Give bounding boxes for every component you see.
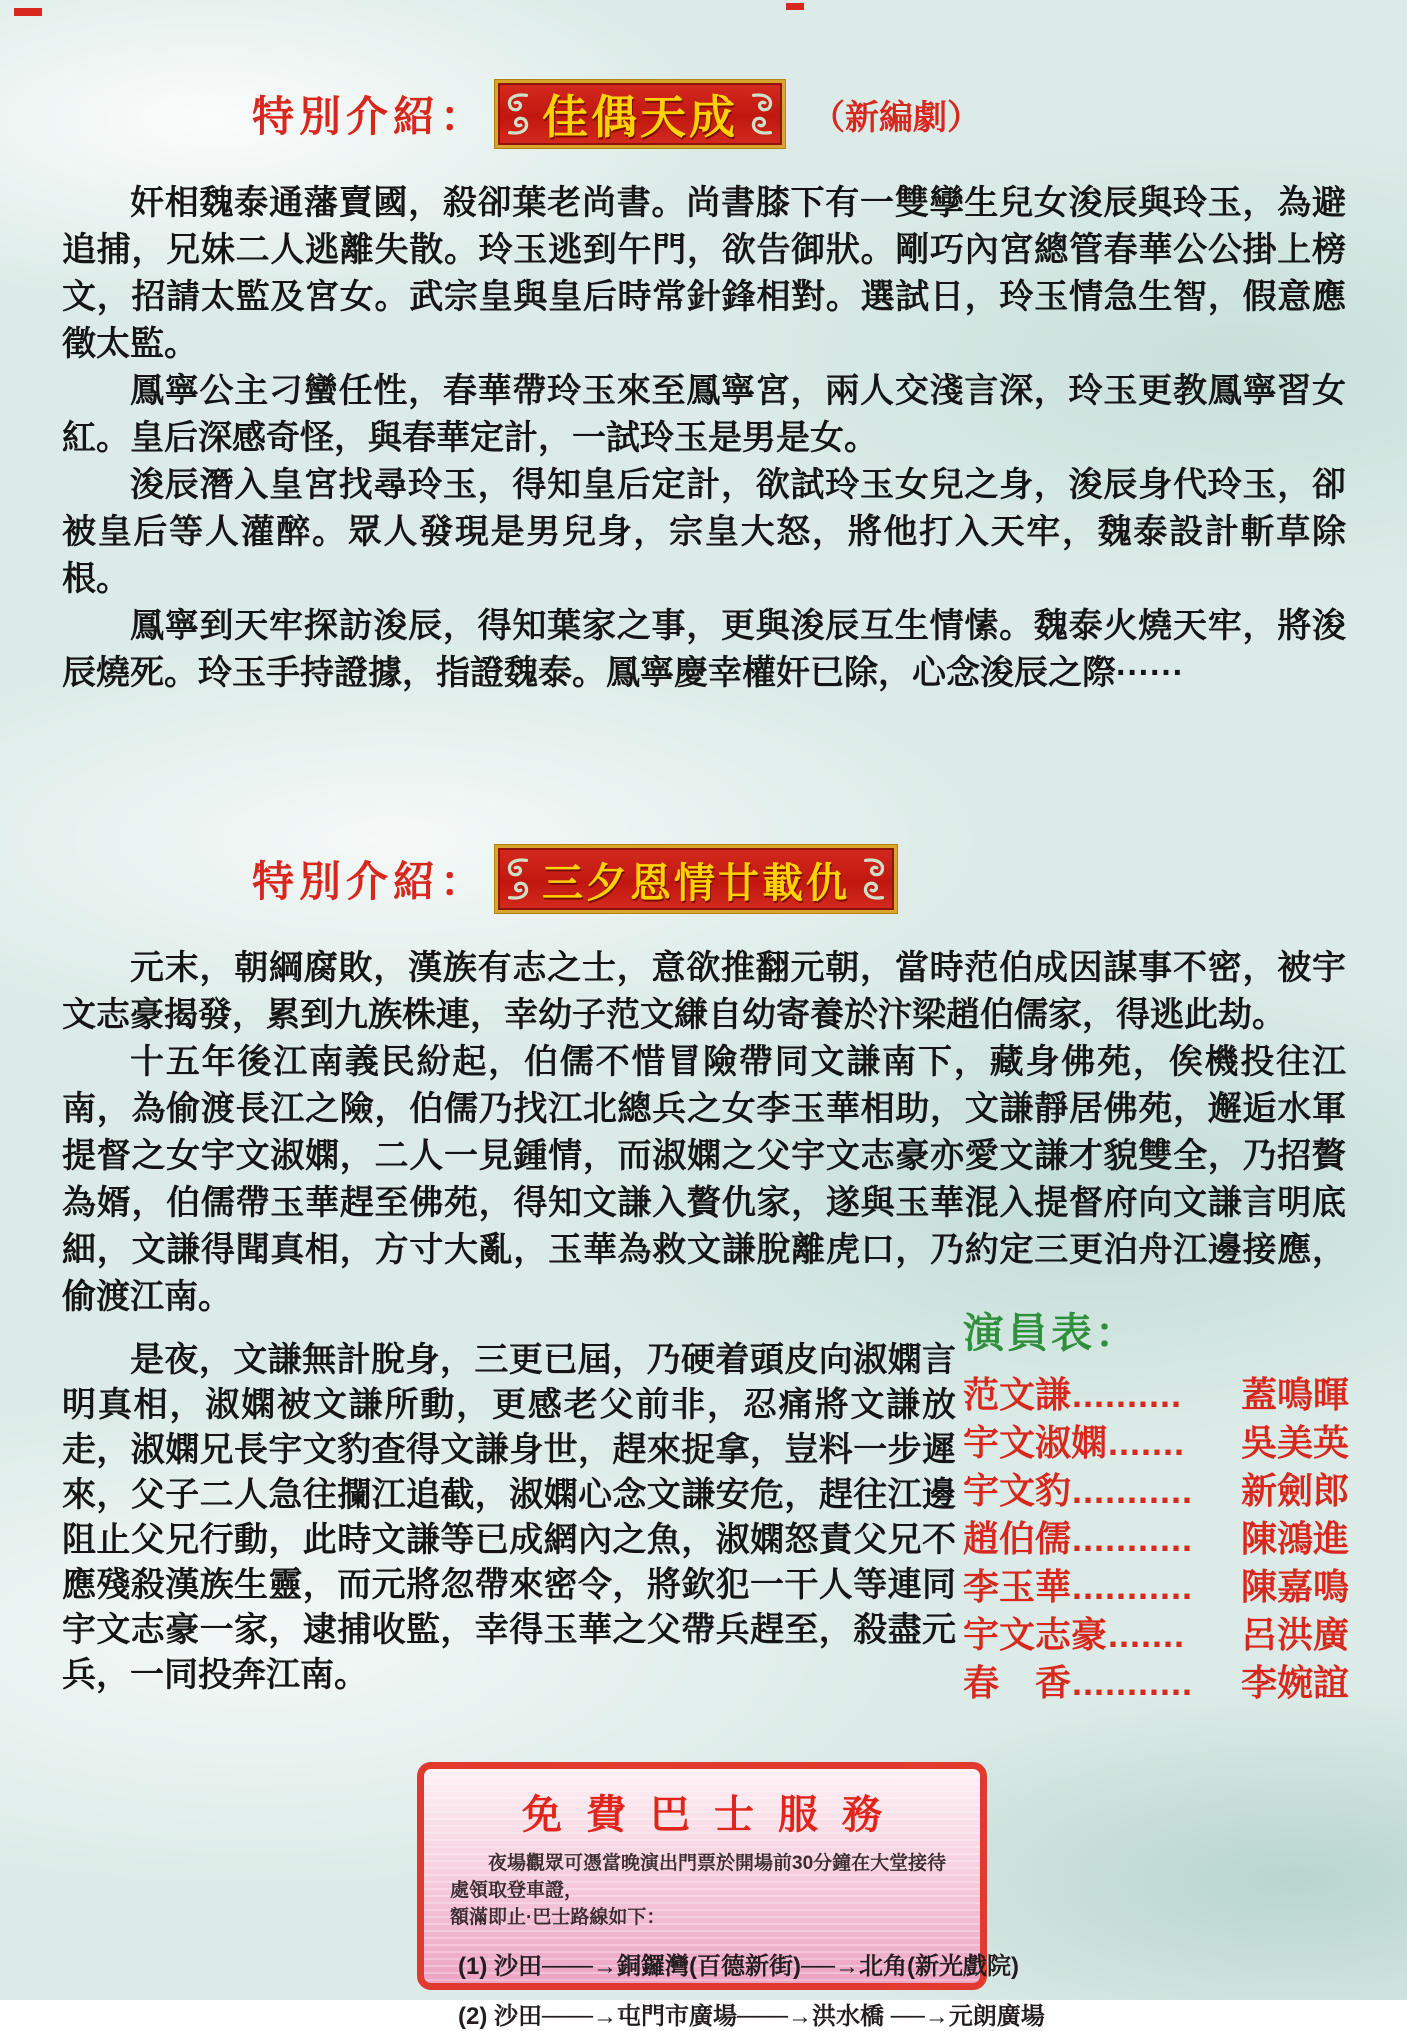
cast-list-title: 演員表： <box>963 1310 1139 1356</box>
cast-actor: 李婉誼 <box>1240 1662 1349 1703</box>
cast-actor: 蓋鳴暉 <box>1240 1374 1349 1415</box>
synopsis-paragraph: 十五年後江南義民紛起，伯儒不惜冒險帶同文謙南下，藏身佛苑，俟機投往江南，為偷渡長江之險，伯儒乃找江北總兵之女李玉華相助，文謙靜居佛苑，邂逅水軍提督之女宇文淑嫻，二人一見鍾情，而淑嫻之父宇文志豪亦愛文謙才貌雙全，乃招贅為婿，伯儒帶玉華趕至佛苑，得知文謙入贅仇家，遂與玉華混入提督府向文謙言明底細，文謙得聞真相，方寸大亂，玉華為救文謙脫離虎口，乃約定三更泊舟江邊接應，偷渡江南。 <box>62 1043 1346 1316</box>
cast-role: 宇文淑嫻 <box>963 1422 1108 1463</box>
cast-actor: 吳美英 <box>1240 1422 1349 1463</box>
synopsis-paragraph: 元末，朝綱腐敗，漢族有志之士，意欲推翻元朝，當時范伯成因謀事不密，被宇文志豪揭發，累到九族株連，幸幼子范文縑自幼寄養於汴梁趙伯儒家，得逃此劫。 <box>62 949 1346 1034</box>
banner-scroll-icon <box>504 89 532 139</box>
cast-actor: 新劍郎 <box>1240 1470 1349 1511</box>
synopsis-paragraph: 浚辰潛入皇宮找尋玲玉，得知皇后定計，欲試玲玉女兒之身，浚辰身代玲玉，卻被皇后等人灌醉。眾人發現是男兒身，宗皇大怒，將他打入天牢，魏泰設計斬草除根。 <box>62 466 1346 598</box>
section2-synopsis <box>62 945 1346 1321</box>
section1-intro-label: 特別介紹： <box>252 93 488 140</box>
cast-leader-dots: .......... <box>1072 1374 1183 1415</box>
cast-row <box>963 1611 1349 1659</box>
cast-leader-dots: ........... <box>1072 1566 1194 1607</box>
print-mark <box>14 8 42 16</box>
cast-row <box>963 1467 1349 1515</box>
synopsis-paragraph: 鳳寧到天牢探訪浚辰，得知葉家之事，更與浚辰互生情愫。魏泰火燒天牢，將浚辰燒死。玲玉手持證據，指證魏泰。鳳寧慶幸權奸已除，心念浚辰之際······ <box>62 607 1346 692</box>
banner-scroll-icon <box>504 854 532 904</box>
bus-service-note-line2: 額滿即止·巴士路線如下： <box>450 1907 666 1928</box>
cast-actor: 呂洪廣 <box>1240 1614 1349 1655</box>
free-bus-service-box <box>417 1762 1045 2030</box>
bus-service-note-line1: 夜場觀眾可憑當晚演出門票於開場前30分鐘在大堂接待處領取登車證， <box>450 1853 947 1901</box>
cast-role: 范文謙 <box>963 1374 1072 1415</box>
print-mark <box>786 3 804 10</box>
cast-role: 春 香 <box>963 1662 1072 1703</box>
cast-row <box>963 1515 1349 1563</box>
synopsis-paragraph: 奸相魏泰通藩賣國，殺卻葉老尚書。尚書膝下有一雙孿生兒女浚辰與玲玉，為避追捕，兄妹二人逃離失散。玲玉逃到午門，欲告御狀。剛巧內宮總管春華公公掛上榜文，招請太監及宮女。武宗皇與皇后時常針鋒相對。選試日，玲玉情急生智，假意應徵太監。 <box>62 184 1346 363</box>
section1-banner-title: 佳偶天成 <box>542 91 739 143</box>
cast-row <box>963 1419 1349 1467</box>
bus-route: (2) 沙田───→屯門市廣場───→洪水橋 ──→元朗廣場 <box>458 2003 1045 2030</box>
section2-banner-title: 三夕恩情廿載仇 <box>542 859 851 906</box>
cast-row <box>963 1563 1349 1611</box>
section1-title-suffix: （新編劇） <box>811 98 982 137</box>
cast-leader-dots: ....... <box>1108 1614 1186 1655</box>
cast-role: 宇文志豪 <box>963 1614 1108 1655</box>
bus-service-title: 免費巴士服務 <box>522 1793 906 1837</box>
synopsis-paragraph: 鳳寧公主刁蠻任性，春華帶玲玉來至鳳寧宮，兩人交淺言深，玲玉更教鳳寧習女紅。皇后深感奇怪，與春華定計，一試玲玉是男是女。 <box>62 372 1346 457</box>
bus-route: (1) 沙田───→銅鑼灣(百德新街)──→北角(新光戲院) <box>458 1953 1019 1980</box>
section2-title-row <box>252 845 897 913</box>
cast-actor: 陳鴻進 <box>1240 1518 1349 1559</box>
section2-title-banner <box>495 845 897 913</box>
cast-role: 趙伯儒 <box>963 1518 1072 1559</box>
cast-role: 宇文豹 <box>963 1470 1072 1511</box>
cast-leader-dots: ........... <box>1072 1518 1194 1559</box>
synopsis-paragraph: 是夜，文謙無計脫身，三更已屆，乃硬着頭皮向淑嫻言明真相，淑嫻被文謙所動，更感老父前非，忍痛將文謙放走，淑嫻兄長宇文豹查得文謙身世，趕來捉拿，豈料一步遲來，父子二人急往攔江追截，淑嫻心念文謙安危，趕往江邊阻止父兄行動，此時文謙等已成網內之魚，淑嫻怒責父兄不應殘殺漢族生靈，而元將忽帶來密令，將欽犯一干人等連同宇文志豪一家，逮捕收監，幸得玉華之父帶兵趕至，殺盡元兵，一同投奔江南。 <box>62 1341 956 1694</box>
cast-row <box>963 1371 1349 1419</box>
banner-scroll-icon <box>748 89 776 139</box>
cast-leader-dots: ........... <box>1072 1470 1194 1511</box>
section1-title-banner <box>495 80 785 148</box>
cast-leader-dots: ....... <box>1108 1422 1186 1463</box>
banner-scroll-icon <box>860 854 888 904</box>
section2-synopsis-continued <box>62 1338 956 1698</box>
section2-intro-label: 特別介紹： <box>252 858 488 905</box>
cast-row <box>963 1659 1349 1707</box>
cast-role: 李玉華 <box>963 1566 1072 1607</box>
cast-list <box>963 1300 1349 1707</box>
section1-title-row <box>252 80 981 148</box>
section1-synopsis <box>62 180 1346 697</box>
cast-actor: 陳嘉鳴 <box>1240 1566 1349 1607</box>
cast-leader-dots: ........... <box>1072 1662 1194 1703</box>
